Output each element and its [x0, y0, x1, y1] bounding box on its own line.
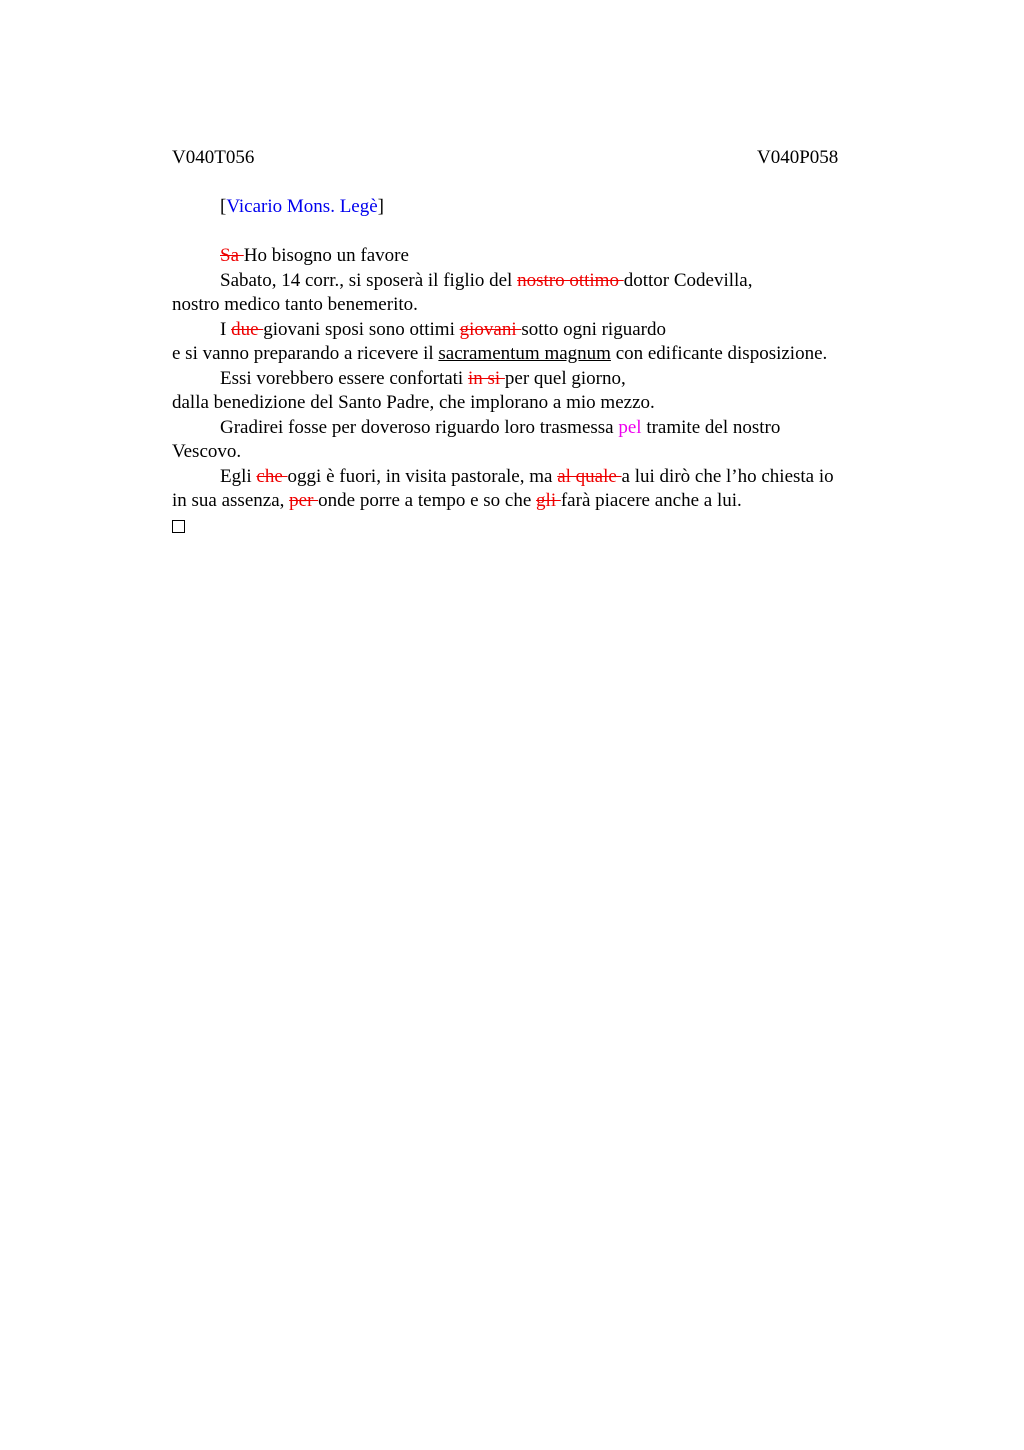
letter-line: [172, 489, 892, 514]
letter-text: Vescovo.: [172, 441, 242, 462]
letter-text: farà piacere anche a lui.: [560, 490, 742, 511]
deleted-text: per: [289, 490, 319, 511]
letter-line: [172, 318, 892, 343]
document-code-left: V040T056: [172, 147, 255, 168]
letter-line: [172, 269, 892, 294]
letter-text: dottor Codevilla,: [623, 269, 753, 291]
letter-line: [172, 367, 892, 392]
addressee-open-bracket: [: [220, 196, 227, 217]
letter-text: dalla benedizione del Santo Padre, che implorano a mio mezzo.: [172, 392, 655, 413]
underlined-text: sacramentum magnum: [438, 343, 611, 364]
deleted-text: giovani: [459, 318, 522, 340]
letter-text: Egli: [220, 465, 257, 487]
inserted-text: pel: [618, 416, 642, 438]
letter-text: Sabato, 14 corr., si sposerà il figlio del: [220, 269, 518, 291]
letter-line: [172, 440, 892, 465]
deleted-text: nostro ottimo: [517, 269, 624, 291]
letter-text: oggi è fuori, in visita pastorale, ma: [287, 465, 558, 487]
letter-line: [172, 342, 892, 367]
letter-text: Ho bisogno un favore: [243, 245, 409, 266]
deleted-text: che: [256, 465, 288, 487]
letter-line: [172, 244, 892, 269]
addressee: [220, 196, 384, 218]
letter-text: in sua assenza,: [172, 490, 290, 511]
letter-text: I: [220, 318, 232, 340]
end-box-icon: [172, 520, 185, 533]
deleted-text: gli: [536, 490, 561, 511]
letter-body: [172, 244, 892, 538]
deleted-text: Sa: [220, 245, 244, 266]
letter-text: nostro medico tanto benemerito.: [172, 294, 418, 315]
letter-text: e si vanno preparando a ricevere il: [172, 343, 439, 364]
letter-line: [172, 416, 892, 441]
letter-line: [172, 465, 892, 490]
letter-text: con edificante disposizione.: [610, 343, 828, 364]
letter-line: [172, 391, 892, 416]
document-code-right: V040P058: [757, 147, 839, 168]
letter-text: Essi vorebbero essere confortati: [220, 367, 468, 389]
letter-text: a lui dirò che l’ho chiesta io: [621, 465, 834, 487]
deleted-text: al quale: [557, 465, 622, 487]
end-marker: [172, 514, 892, 539]
deleted-text: in si: [467, 367, 505, 389]
letter-text: onde porre a tempo e so che: [318, 490, 537, 511]
addressee-name: Vicario Mons. Legè: [226, 196, 378, 217]
letter-line: [172, 293, 892, 318]
letter-text: sotto ogni riguardo: [521, 318, 666, 340]
deleted-text: due: [231, 318, 264, 340]
letter-text: per quel giorno,: [504, 367, 626, 389]
letter-text: tramite del nostro: [641, 416, 781, 438]
letter-text: Gradirei fosse per doveroso riguardo loro trasmessa: [220, 416, 619, 438]
addressee-close-bracket: ]: [377, 196, 384, 217]
letter-text: giovani sposi sono ottimi: [263, 318, 460, 340]
